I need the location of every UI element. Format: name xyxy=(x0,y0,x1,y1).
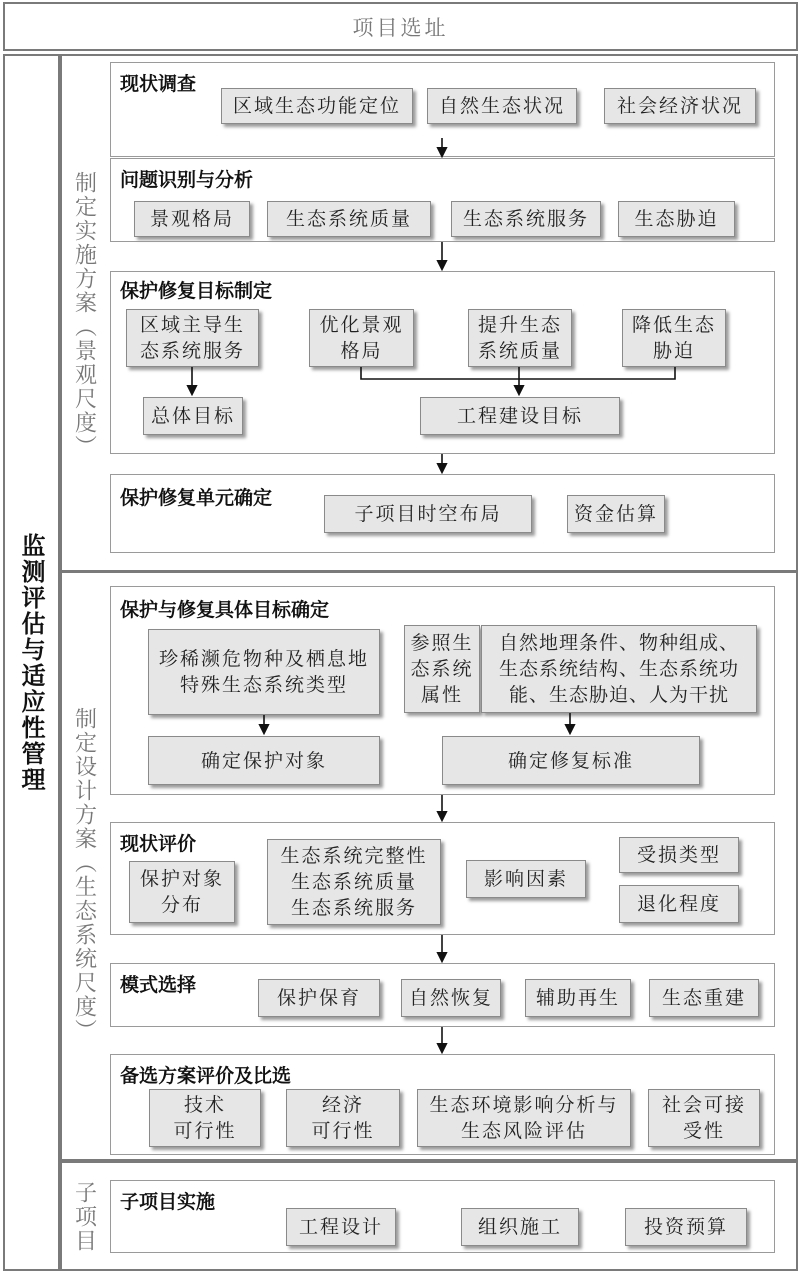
panel-title: 保护修复目标制定 xyxy=(120,280,273,302)
panel-title: 保护与修复具体目标确定 xyxy=(120,599,330,621)
box-restore-standard: 确定修复标准 xyxy=(442,736,700,785)
box-protect-object: 确定保护对象 xyxy=(148,736,380,785)
box-influence-factors: 影响因素 xyxy=(466,860,586,898)
subproject-section-label: 子项目 xyxy=(71,1181,97,1253)
box-ecological-reconstruction: 生态重建 xyxy=(649,979,759,1017)
panel-title: 问题识别与分析 xyxy=(120,169,254,191)
box-engineering-target: 工程建设目标 xyxy=(420,397,620,435)
box-technical-feasibility: 技术 可行性 xyxy=(149,1089,261,1147)
box-reference-ecosystem: 参照生 态系统 属性 xyxy=(404,625,480,713)
top-title: 项目选址 xyxy=(352,15,449,40)
box-assisted-regeneration: 辅助再生 xyxy=(525,979,631,1017)
box-reduce-stress: 降低生态 胁迫 xyxy=(622,309,726,367)
panel-title: 现状调查 xyxy=(120,73,197,95)
box-rare-species-habitat: 珍稀濒危物种及栖息地 特殊生态系统类型 xyxy=(148,629,380,715)
box-protect-distribution: 保护对象 分布 xyxy=(129,861,235,923)
top-title-box xyxy=(3,2,798,51)
box-optimize-landscape: 优化景观 格局 xyxy=(309,309,414,367)
box-investment-budget: 投资预算 xyxy=(625,1208,747,1246)
panel-problem-analysis xyxy=(110,158,775,242)
box-economic-feasibility: 经济 可行性 xyxy=(286,1089,400,1147)
box-protection-conservation: 保护保育 xyxy=(258,979,380,1017)
box-natural-recovery: 自然恢复 xyxy=(401,979,501,1017)
panel-unit-confirm xyxy=(110,474,775,553)
box-ecosystem-services: 生态系统服务 xyxy=(451,201,601,237)
box-social-acceptability: 社会可接 受性 xyxy=(648,1089,760,1147)
box-socio-economic-status: 社会经济状况 xyxy=(604,88,756,124)
panel-title: 备选方案评价及比选 xyxy=(120,1065,292,1087)
panel-target-setting xyxy=(110,271,775,454)
panel-title: 保护修复单元确定 xyxy=(120,487,273,509)
box-improve-quality: 提升生态 系统质量 xyxy=(468,309,572,367)
box-degradation-degree: 退化程度 xyxy=(619,885,739,923)
left-title-box xyxy=(3,54,60,1271)
box-eco-impact-risk: 生态环境影响分析与 生态风险评估 xyxy=(417,1089,631,1147)
box-ecosystem-integrity: 生态系统完整性 生态系统质量 生态系统服务 xyxy=(267,839,441,925)
box-natural-eco-status: 自然生态状况 xyxy=(427,88,577,124)
panel-title: 现状评价 xyxy=(120,833,197,855)
box-engineering-design: 工程设计 xyxy=(286,1208,396,1246)
box-subproject-layout: 子项目时空布局 xyxy=(324,495,532,533)
ecosystem-section-label: 制定设计方案（生态系统尺度） xyxy=(71,707,97,1043)
box-ecological-stress: 生态胁迫 xyxy=(618,201,735,237)
box-overall-target: 总体目标 xyxy=(143,397,243,435)
panel-alternatives xyxy=(110,1054,775,1155)
box-fund-estimate: 资金估算 xyxy=(567,495,665,533)
left-title: 监测评估与适应性管理 xyxy=(17,532,45,793)
panel-status-eval xyxy=(110,822,775,935)
box-damage-type: 受损类型 xyxy=(619,837,739,873)
panel-subproject-impl xyxy=(110,1180,775,1253)
box-reference-detail: 自然地理条件、物种组成、 生态系统结构、生态系统功 能、生态胁迫、人为干扰 xyxy=(481,625,757,713)
panel-title: 模式选择 xyxy=(120,974,197,996)
panel-title: 子项目实施 xyxy=(120,1191,216,1213)
box-ecosystem-quality: 生态系统质量 xyxy=(267,201,431,237)
box-regional-eco-function: 区域生态功能定位 xyxy=(221,88,413,124)
panel-mode-select xyxy=(110,963,775,1027)
panel-specific-target xyxy=(110,586,775,795)
panel-status-survey xyxy=(110,62,775,157)
box-landscape-pattern: 景观格局 xyxy=(134,201,250,237)
landscape-section-label: 制定实施方案（景观尺度） xyxy=(71,171,97,459)
box-regional-dominant-services: 区域主导生 态系统服务 xyxy=(126,309,259,367)
box-construction: 组织施工 xyxy=(461,1208,579,1246)
